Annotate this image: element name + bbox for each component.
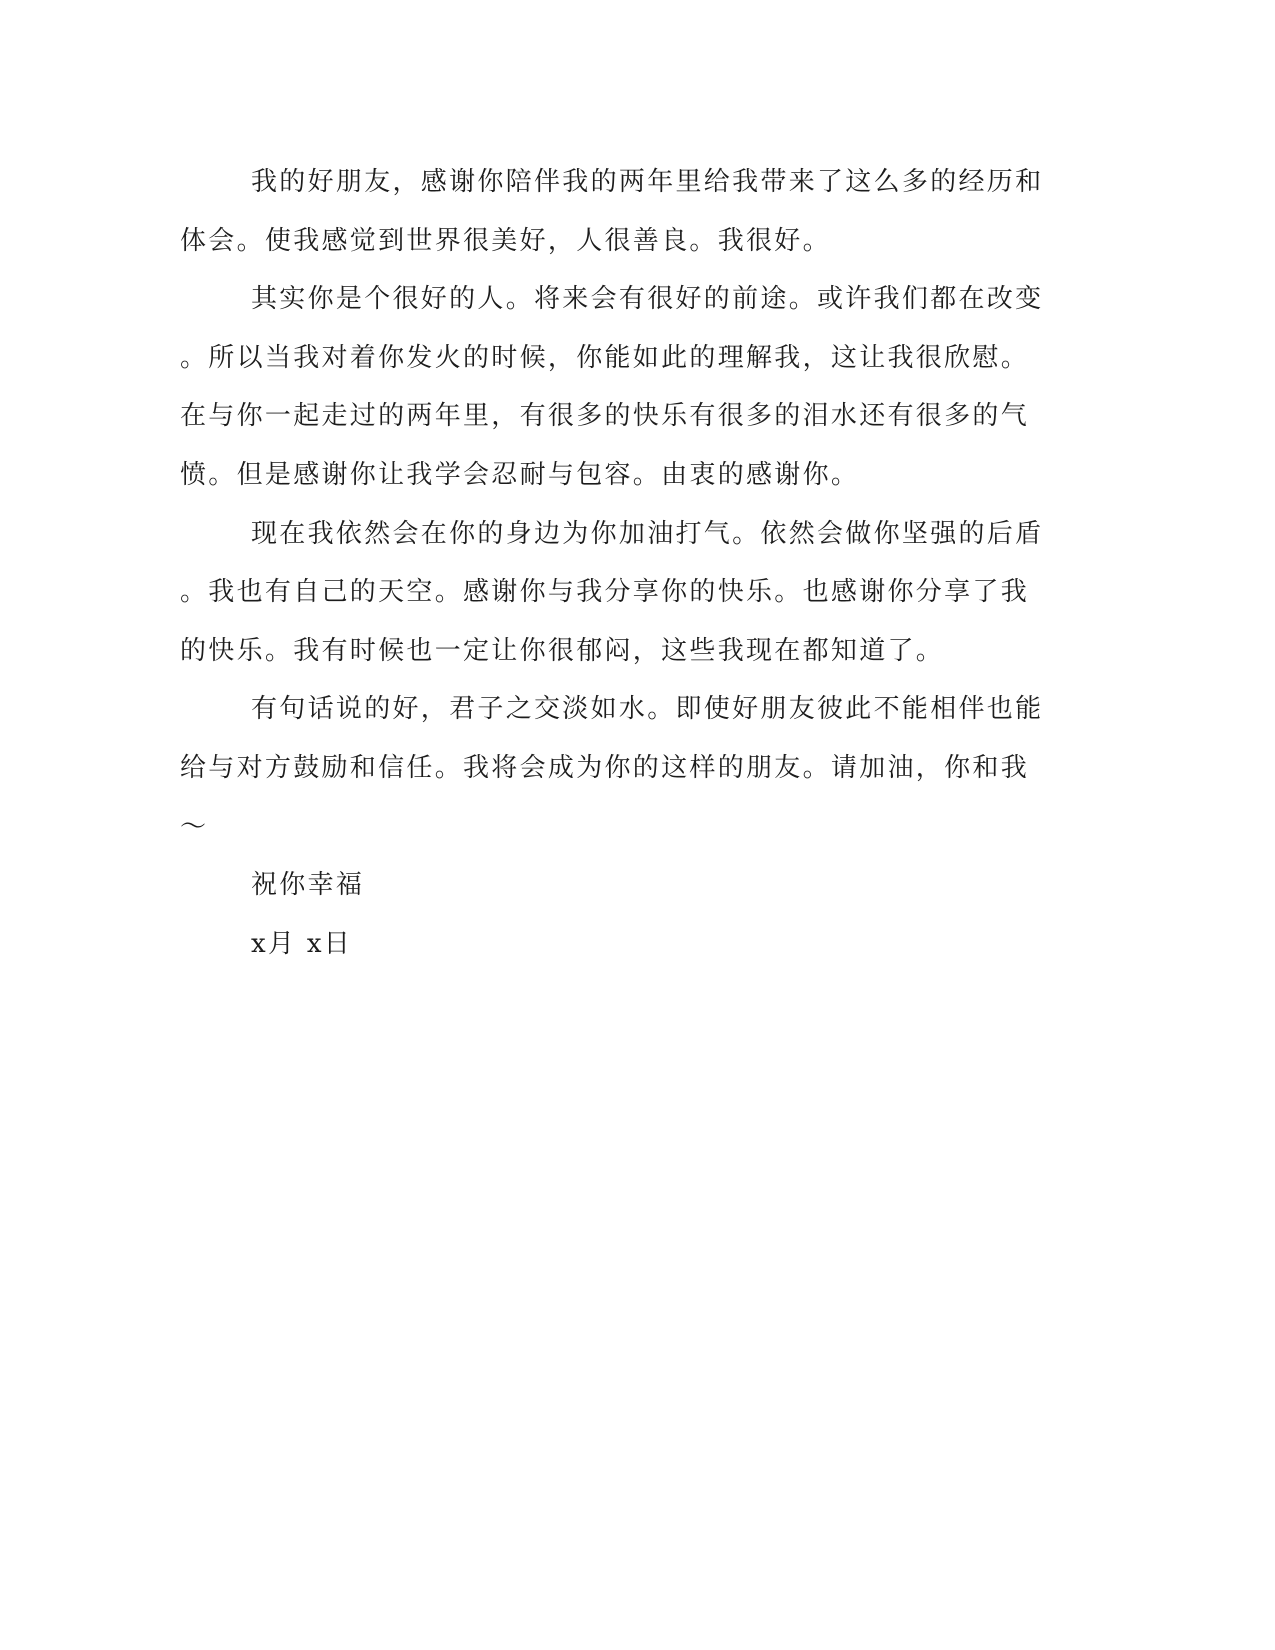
closing-wish: 祝你幸福 [251,870,365,900]
paragraph-3-line-3: 的快乐。我有时候也一定让你很郁闷，这些我现在都知道了。 [180,636,945,666]
paragraph-2-line-2: 。所以当我对着你发火的时候，你能如此的理解我，这让我很欣慰。 [180,343,1030,373]
paragraph-2-line-1: 其实你是个很好的人。将来会有很好的前途。或许我们都在改变 [251,284,1044,314]
paragraph-3-line-2: 。我也有自己的天空。感谢你与我分享你的快乐。也感谢你分享了我 [180,577,1030,607]
paragraph-1-line-1: 我的好朋友，感谢你陪伴我的两年里给我带来了这么多的经历和 [251,167,1044,197]
paragraph-2-line-4: 愤。但是感谢你让我学会忍耐与包容。由衷的感谢你。 [180,460,860,490]
paragraph-4-line-3: ～ [180,812,209,842]
paragraph-1-line-2: 体会。使我感觉到世界很美好，人很善良。我很好。 [180,226,831,256]
paragraph-4-line-2: 给与对方鼓励和信任。我将会成为你的这样的朋友。请加油，你和我 [180,753,1030,783]
letter-date: x月 x日 [251,929,353,959]
paragraph-4-line-1: 有句话说的好，君子之交淡如水。即使好朋友彼此不能相伴也能 [251,694,1044,724]
paragraph-3-line-1: 现在我依然会在你的身边为你加油打气。依然会做你坚强的后盾 [251,519,1044,549]
paragraph-2-line-3: 在与你一起走过的两年里，有很多的快乐有很多的泪水还有很多的气 [180,401,1030,431]
